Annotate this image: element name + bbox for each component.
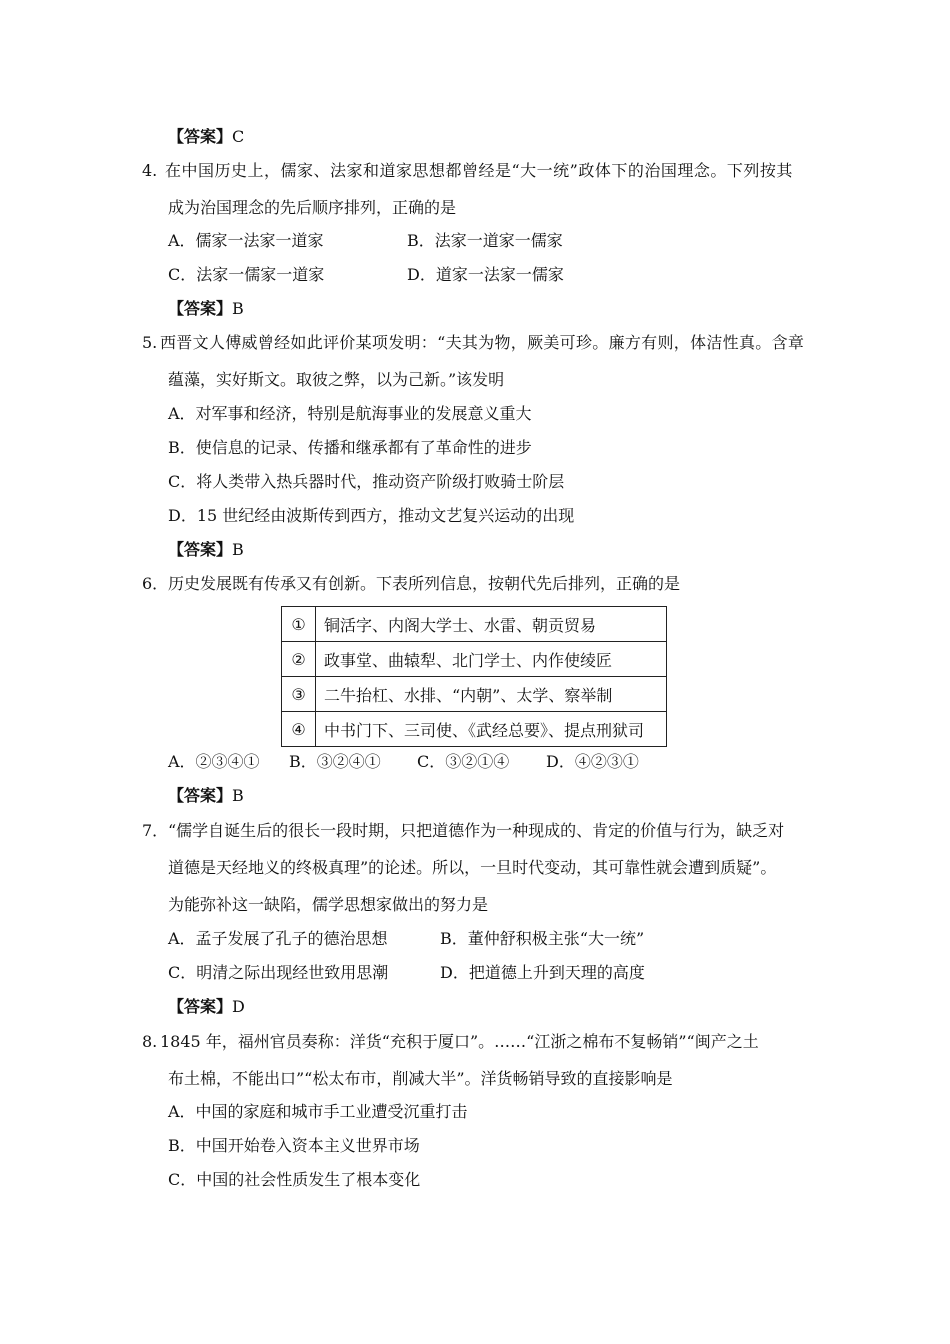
question-7-option-a: A．孟子发展了孔子的德治思想 xyxy=(168,929,388,948)
table-cell-text: 政事堂、曲辕犁、北门学士、内作使绫匠 xyxy=(316,642,667,677)
question-7-option-d: D．把道德上升到天理的高度 xyxy=(440,963,645,982)
question-8-number: 8. xyxy=(142,1032,158,1051)
answer-label: 【答案】 xyxy=(168,127,233,146)
answer-q4 xyxy=(168,298,244,320)
question-4-number: 4. xyxy=(142,161,158,180)
question-8-stem-line1: 1845 年，福州官员奏称：洋货“充积于厦口”。……“江浙之棉布不复畅销”“闽产之土 xyxy=(160,1032,759,1051)
question-5-option-a: A．对军事和经济，特别是航海事业的发展意义重大 xyxy=(168,404,532,423)
question-6-option-b: B．③②④① xyxy=(289,752,381,771)
answer-q7 xyxy=(168,996,245,1018)
question-6-number: 6． xyxy=(142,574,169,593)
question-5-option-b: B．使信息的记录、传播和继承都有了革命性的进步 xyxy=(168,438,532,457)
answer-value: B xyxy=(232,786,244,805)
question-5-stem-line2: 蕴藻，实好斯文。取彼之弊，以为己新。”该发明 xyxy=(168,370,505,389)
question-5-number: 5. xyxy=(142,333,158,352)
question-6-stem: 历史发展既有传承又有创新。下表所列信息，按朝代先后排列，正确的是 xyxy=(168,574,681,593)
table-cell-index: ① xyxy=(282,607,316,642)
answer-label: 【答案】 xyxy=(168,540,233,559)
table-cell-index: ③ xyxy=(282,677,316,712)
answer-value: B xyxy=(232,299,244,318)
question-4-option-d: D．道家一法家一儒家 xyxy=(407,265,564,284)
question-5-option-c: C．将人类带入热兵器时代，推动资产阶级打败骑士阶层 xyxy=(168,472,565,491)
table-row xyxy=(282,712,667,747)
table-cell-text: 铜活字、内阁大学士、水雷、朝贡贸易 xyxy=(316,607,667,642)
question-8-option-b: B．中国开始卷入资本主义世界市场 xyxy=(168,1136,420,1155)
answer-q3 xyxy=(168,126,244,148)
table-cell-text: 二牛抬杠、水排、“内朝”、太学、察举制 xyxy=(316,677,667,712)
table-cell-text: 中书门下、三司使、《武经总要》、提点刑狱司 xyxy=(316,712,667,747)
question-7-stem-line2: 道德是天经地义的终极真理”的论述。所以，一旦时代变动，其可靠性就会遭到质疑”。 xyxy=(168,858,777,877)
question-6-option-d: D．④②③① xyxy=(546,752,639,771)
question-4-option-b: B．法家一道家一儒家 xyxy=(407,231,563,250)
question-4-stem-line1: 在中国历史上，儒家、法家和道家思想都曾经是“大一统”政体下的治国理念。下列按其 xyxy=(165,161,793,180)
question-7-number: 7． xyxy=(142,821,169,840)
question-6-option-c: C．③②①④ xyxy=(417,752,510,771)
question-8-option-a: A．中国的家庭和城市手工业遭受沉重打击 xyxy=(168,1102,468,1121)
question-5-option-d: D．15 世纪经由波斯传到西方，推动文艺复兴运动的出现 xyxy=(168,506,575,525)
question-4-stem-line2: 成为治国理念的先后顺序排列，正确的是 xyxy=(168,198,457,217)
table-cell-index: ② xyxy=(282,642,316,677)
answer-q5 xyxy=(168,539,244,561)
question-4-option-c: C．法家一儒家一道家 xyxy=(168,265,325,284)
question-8-option-c: C．中国的社会性质发生了根本变化 xyxy=(168,1170,421,1189)
question-7-stem-line1: “儒学自诞生后的很长一段时期，只把道德作为一种现成的、肯定的价值与行为，缺乏对 xyxy=(168,821,785,840)
table-row xyxy=(282,677,667,712)
table-row xyxy=(282,607,667,642)
answer-label: 【答案】 xyxy=(168,299,233,318)
question-7-option-b: B．董仲舒积极主张“大一统” xyxy=(440,929,645,948)
answer-q6 xyxy=(168,785,244,807)
answer-label: 【答案】 xyxy=(168,997,233,1016)
answer-value: C xyxy=(232,127,245,146)
answer-label: 【答案】 xyxy=(168,786,233,805)
table-cell-index: ④ xyxy=(282,712,316,747)
question-5-stem-line1: 西晋文人傅威曾经如此评价某项发明：“夫其为物，厥美可珍。廉方有则，体洁性真。含章 xyxy=(160,333,805,352)
question-4-option-a: A．儒家一法家一道家 xyxy=(168,231,324,250)
answer-value: B xyxy=(232,540,244,559)
question-8-stem-line2: 布土棉，不能出口”“松太布市，削减大半”。洋货畅销导致的直接影响是 xyxy=(168,1069,673,1088)
question-7-stem-line3: 为能弥补这一缺陷，儒学思想家做出的努力是 xyxy=(168,895,489,914)
answer-value: D xyxy=(232,997,245,1016)
dynasty-info-table xyxy=(281,606,667,747)
table-row xyxy=(282,642,667,677)
question-6-option-a: A．②③④① xyxy=(168,752,260,771)
question-7-option-c: C．明清之际出现经世致用思潮 xyxy=(168,963,389,982)
